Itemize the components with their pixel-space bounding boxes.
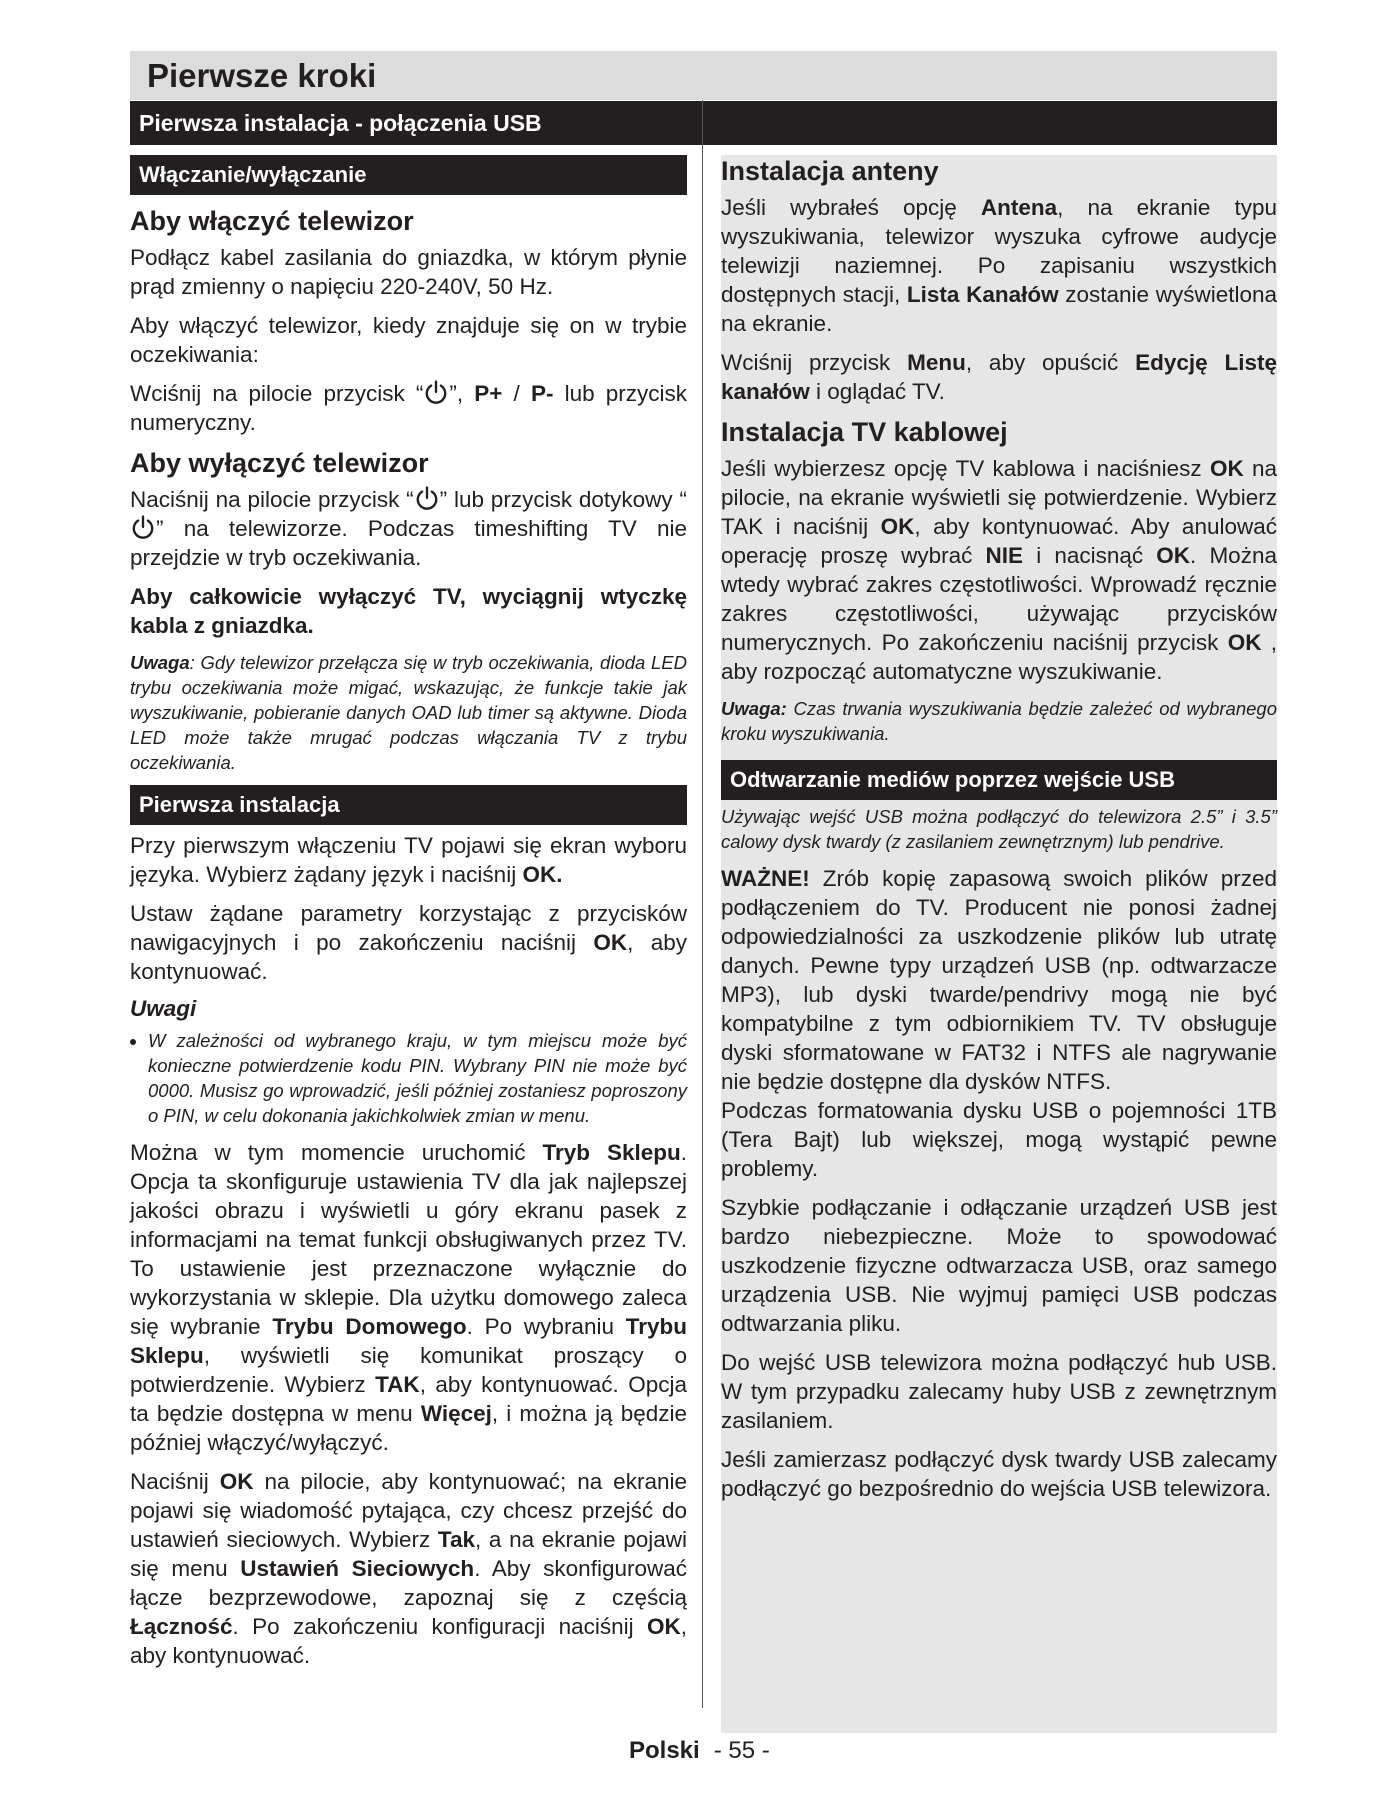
page-title: Pierwsze kroki <box>147 57 377 94</box>
para-menu-exit: Wciśnij przycisk Menu, aby opuścić Edycję Listę kanałów i oglądać TV. <box>721 350 1277 404</box>
page-number: - 55 - <box>713 1737 770 1764</box>
para-hdd: Jeśli zamierzasz podłączyć dysk twardy USB zalecamy podłączyć go bezpośrednio do wejścia USB telewizora. <box>721 1447 1277 1501</box>
heading-antenna: Instalacja anteny <box>721 156 939 186</box>
para-network: Naciśnij OK na pilocie, aby kontynuować; na ekranie pojawi się wiadomość pytająca, czy chcesz przejść do ustawień sieciowych. Wybierz Tak, a na ekranie pojawi się menu Ustawień Sieciowych. Aby skonfigurować łącze bezprzewodowe, zapoznaj się z częścią Łączność. Po zakończeniu konfiguracji naciśnij OK, aby kontynuować. <box>130 1469 687 1668</box>
para-power-cable: Podłącz kabel zasilania do gniazdka, w którym płynie prąd zmienny o napięciu 220-240V, 50 Hz. <box>130 245 687 299</box>
para-press-remote: Wciśnij na pilocie przycisk “ ”, P+ / P- lub przycisk numeryczny. <box>130 381 687 435</box>
para-standby-off: Naciśnij na pilocie przycisk “ ” lub przycisk dotykowy “” na telewizorze. Podczas timeshifting TV nie przejdzie w tryb oczekiwania. <box>130 487 687 570</box>
para-important: WAŻNE! Zrób kopię zapasową swoich plików przed podłączeniem do TV. Producent nie ponosi żadnej odpowiedzialności za uszkodzenie plików lub utratę danych. Pewne typy urządzeń USB (np. odtwarzacze MP3), lub dyski twarde/pendrivy mogą nie być kompatybilne z tym odbiornikiem TV. TV obsługuje dyski sformatowane w FAT32 i NTFS ale nagrywanie nie będzie dostępne dla dysków NTFS. <box>721 866 1277 1094</box>
footer-language: Polski <box>629 1737 700 1764</box>
para-hotplug: Szybkie podłączanie i odłączanie urządzeń USB jest bardzo niebezpieczne. Może to spowodować uszkodzenie fizyczne odtwarzacza USB, oraz samego urządzenia USB. Nie wyjmuj pamięci USB podczas odtwarzania pliku. <box>721 1195 1277 1336</box>
para-usb-hub: Do wejść USB telewizora można podłączyć hub USB. W tym przypadku zalecamy huby USB z zewnętrznym zasilaniem. <box>721 1350 1277 1433</box>
para-cable: Jeśli wybierzesz opcję TV kablowa i naciśniesz OK na pilocie, na ekranie wyświetli się potwierdzenie. Wybierz TAK i naciśnij OK, aby kontynuować. Aby anulować operację proszę wybrać NIE i nacisnąć OK. Można wtedy wybrać zakres częstotliwości. Wprowadź ręcznie zakres częstotliwości, używając przycisków numerycznych. Po zakończeniu naciśnij przycisk OK , aby rozpocząć automatyczne wyszukiwanie. <box>721 456 1277 684</box>
list-item: • W zależności od wybranego kraju, w tym miejscu może być konieczne potwierdzenie kodu PIN. Wybrany PIN nie może być 0000. Musisz go wprowadzić, jeśli później zostaniesz poproszony o PIN, w celu dokonania jakichkolwiek zmian w menu. <box>148 1028 687 1128</box>
note-led: Uwaga: Gdy telewizor przełącza się w tryb oczekiwania, dioda LED trybu oczekiwania może migać, wskazując, że funkcje takie jak wyszukiwanie, pobieranie danych OAD lub timer są aktywne. Dioda LED może także mrugać podczas włączania TV z trybu oczekiwania. <box>130 652 687 773</box>
para-unplug: Aby całkowicie wyłączyć TV, wyciągnij wtyczkę kabla z gniazdka. <box>130 584 687 638</box>
left-column <box>130 155 687 1680</box>
note-search-time: Uwaga: Czas trwania wyszukiwania będzie zależeć od wybranego kroku wyszukiwania. <box>721 698 1277 744</box>
para-antenna: Jeśli wybrałeś opcję Antena, na ekranie typu wyszukiwania, telewizor wyszuka cyfrowe audycje telewizji naziemnej. Po zapisaniu wszystkich dostępnych stacji, Lista Kanałów zostanie wyświetlona na ekranie. <box>721 195 1277 336</box>
page-footer <box>629 1737 770 1765</box>
para-store-mode: Można w tym momencie uruchomić Tryb Sklepu. Opcja ta skonfiguruje ustawienia TV dla jak najlepszej jakości obrazu i wyświetli u góry ekranu pasek z informacjami na temat funkcji obsługiwanych przez TV. To ustawienie jest przeznaczone wyłącznie do wykorzystania w sklepie. Dla użytku domowego zaleca się wybranie Trybu Domowego. Po wybraniu Trybu Sklepu, wyświetli się komunikat proszący o potwierdzenie. Wybierz TAK, aby kontynuować. Opcja ta będzie dostępna w menu Więcej, i można ją będzie później włączyć/wyłączyć. <box>130 1140 688 1455</box>
right-column <box>721 155 1277 1733</box>
para-format: Podczas formatowania dysku USB o pojemności 1TB (Tera Bajt) lub większej, mogą wystąpić pewne problemy. <box>721 1098 1277 1181</box>
main-section-header: Pierwsza instalacja - połączenia USB <box>130 101 1277 145</box>
notes-heading: Uwagi <box>130 996 197 1021</box>
para-language: Przy pierwszym włączeniu TV pojawi się ekran wyboru języka. Wybierz żądany język i naciśnij OK. <box>130 833 687 887</box>
para-parameters: Ustaw żądane parametry korzystając z przycisków nawigacyjnych i po zakończeniu naciśnij OK, aby kontynuować. <box>130 901 687 984</box>
heading-turn-on: Aby włączyć telewizor <box>130 206 414 236</box>
section-bar-first-install: Pierwsza instalacja <box>130 785 687 825</box>
section-bar-usb: Odtwarzanie mediów poprzez wejście USB <box>721 760 1277 800</box>
column-divider <box>702 100 703 1708</box>
para-standby: Aby włączyć telewizor, kiedy znajduje się on w trybie oczekiwania: <box>130 313 687 367</box>
power-icon <box>414 486 440 512</box>
notes-list <box>130 1028 687 1128</box>
power-icon <box>130 515 156 541</box>
section-bar-power: Włączanie/wyłączanie <box>130 155 687 195</box>
page-title-bar <box>130 51 1277 100</box>
para-usb-intro: Używając wejść USB można podłączyć do telewizora 2.5” i 3.5” calowy dysk twardy (z zasilaniem zewnętrznym) lub pendrive. <box>721 806 1277 852</box>
power-icon <box>423 380 449 406</box>
heading-turn-off: Aby wyłączyć telewizor <box>130 448 429 478</box>
heading-cable: Instalacja TV kablowej <box>721 417 1008 447</box>
